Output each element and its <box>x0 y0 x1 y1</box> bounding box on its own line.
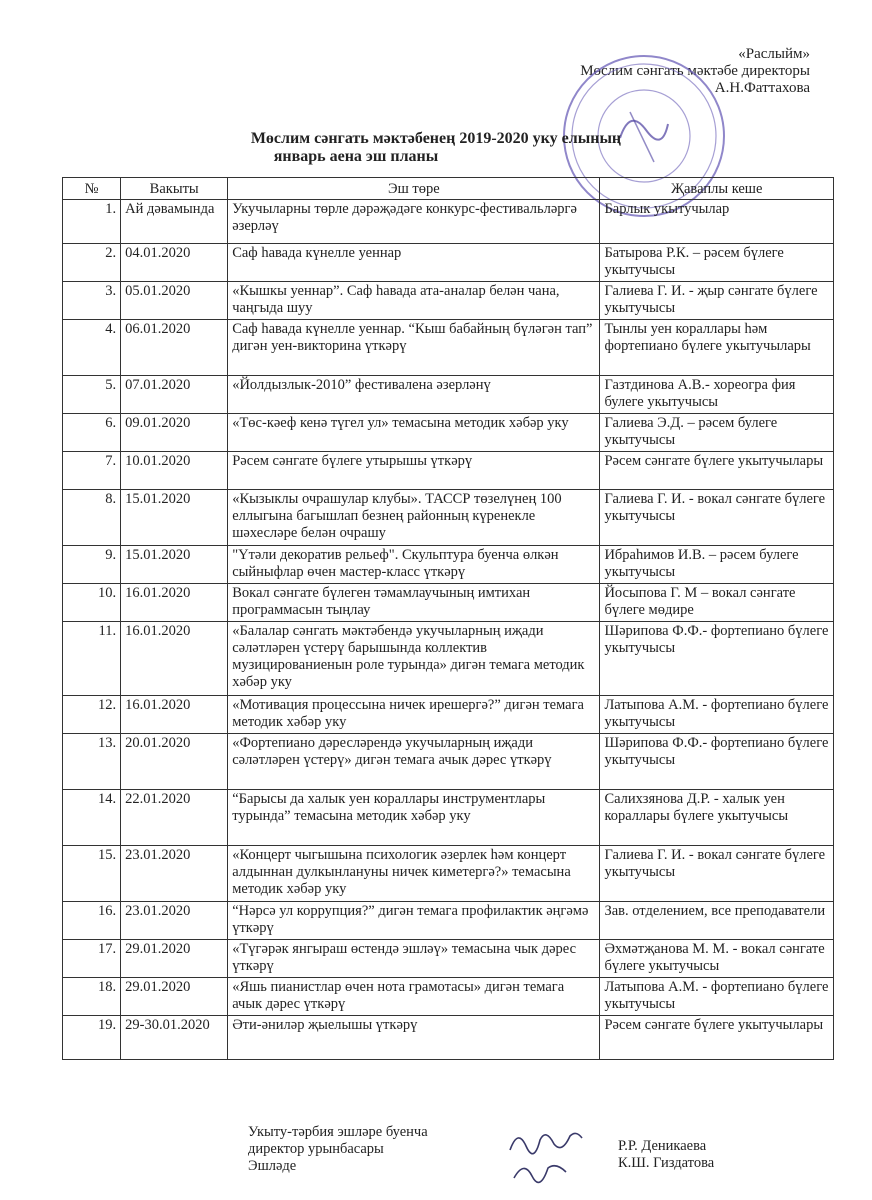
row-date: 05.01.2020 <box>121 282 228 320</box>
row-responsible: Батырова Р.К. – рәсем бүлеге укытучысы <box>600 244 834 282</box>
table-row <box>63 902 834 940</box>
row-work: Саф һавада күнелле уеннар. “Кыш бабайның бүләгән тап” дигән уен-викторина үткәрү <box>228 320 600 376</box>
row-work: «Балалар сәнгать мәктәбендә укучыларның иҗади сәләтләрен үстерү барышында коллектив музицированиенын роле турында» дигән темага методик хәбәр уку <box>228 622 600 696</box>
footer-left-line-3: Эшләде <box>248 1158 297 1174</box>
header-responsible: Җаваплы кеше <box>600 178 834 200</box>
row-responsible: Әхмәтҗанова М. М. - вокал сәнгате бүлеге укытучысы <box>600 940 834 978</box>
row-date: Ай дәвамында <box>121 200 228 244</box>
row-date: 04.01.2020 <box>121 244 228 282</box>
row-work: Әти-әниләр җыелышы үткәрү <box>228 1016 600 1060</box>
row-work: «Түгәрәк янгыраш өстендә эшләү» темасына чык дәрес үткәрү <box>228 940 600 978</box>
row-responsible: Латыпова А.М. - фортепиано бүлеге укытучысы <box>600 978 834 1016</box>
footer-right-line-2: К.Ш. Гиздатова <box>618 1155 715 1171</box>
row-number: 13. <box>63 734 121 790</box>
row-work: Рәсем сәнгате бүлеге утырышы үткәрү <box>228 452 600 490</box>
row-responsible: Галиева Г. И. - вокал сәнгате бүлеге укытучысы <box>600 846 834 902</box>
approval-line-1: «Раслыйм» <box>738 46 810 62</box>
row-number: 3. <box>63 282 121 320</box>
row-responsible: Галиева Э.Д. – рәсем булеге укытучысы <box>600 414 834 452</box>
row-responsible: Газтдинова А.В.- хореогра фия булеге укытучысы <box>600 376 834 414</box>
row-responsible: Тынлы уен кораллары һәм фортепиано бүлеге укытучылары <box>600 320 834 376</box>
row-responsible: Салихзянова Д.Р. - халык уен кораллары бүлеге укытучысы <box>600 790 834 846</box>
table-header-row <box>63 178 834 200</box>
row-date: 29.01.2020 <box>121 940 228 978</box>
table-row <box>63 414 834 452</box>
row-number: 5. <box>63 376 121 414</box>
row-responsible: Шәрипова Ф.Ф.- фортепиано бүлеге укытучысы <box>600 734 834 790</box>
table-row <box>63 376 834 414</box>
row-date: 29.01.2020 <box>121 978 228 1016</box>
row-work: «Йолдызлык-2010” фестивалена әзерләнү <box>228 376 600 414</box>
table-row <box>63 790 834 846</box>
row-work: Укучыларны төрле дәрәҗәдәге конкурс-фестивальләргә әзерләү <box>228 200 600 244</box>
row-date: 15.01.2020 <box>121 490 228 546</box>
row-work: «Кышкы уеннар”. Саф һавада ата-аналар белән чана, чаңгыда шуу <box>228 282 600 320</box>
table-row <box>63 584 834 622</box>
row-responsible: Рәсем сәнгате бүлеге укытучылары <box>600 1016 834 1060</box>
row-number: 2. <box>63 244 121 282</box>
row-work: «Концерт чыгышына психологик әзерлек һәм концерт алдыннан дулкынлануны ничек киметергә?» темасына методик хәбәр уку <box>228 846 600 902</box>
table-row <box>63 546 834 584</box>
title-line-1: Мөслим сәнгать мәктәбенең 2019-2020 уку елының <box>250 130 622 147</box>
row-number: 9. <box>63 546 121 584</box>
row-responsible: Шәрипова Ф.Ф.- фортепиано бүлеге укытучысы <box>600 622 834 696</box>
table-row <box>63 1016 834 1060</box>
table-row <box>63 244 834 282</box>
row-date: 23.01.2020 <box>121 902 228 940</box>
row-responsible: Галиева Г. И. - вокал сәнгате бүлеге укытучысы <box>600 490 834 546</box>
row-date: 20.01.2020 <box>121 734 228 790</box>
row-date: 07.01.2020 <box>121 376 228 414</box>
header-number: № <box>63 178 121 200</box>
footer-left-line-1: Укыту-тәрбия эшләре буенча <box>248 1124 428 1140</box>
row-number: 17. <box>63 940 121 978</box>
row-work: «Мотивация процессына ничек ирешергә?” дигән темага методик хәбәр уку <box>228 696 600 734</box>
table-row <box>63 452 834 490</box>
approval-line-2: Мөслим сәнгать мәктәбе директоры <box>580 63 810 79</box>
row-work: «Яшь пианистлар өчен нота грамотасы» дигән темага ачык дәрес үткәрү <box>228 978 600 1016</box>
row-date: 16.01.2020 <box>121 696 228 734</box>
table-row <box>63 734 834 790</box>
row-number: 10. <box>63 584 121 622</box>
row-number: 11. <box>63 622 121 696</box>
row-number: 16. <box>63 902 121 940</box>
footer-right-line-1: Р.Р. Деникаева <box>618 1138 707 1154</box>
row-work: «Фортепиано дәресләрендә укучыларның иҗади сәләтләрен үстерү» дигән темага ачык дәрес үткәрү <box>228 734 600 790</box>
row-responsible: Галиева Г. И. - җыр сәнгате бүлеге укытучысы <box>600 282 834 320</box>
table-row <box>63 490 834 546</box>
row-responsible: Латыпова А.М. - фортепиано бүлеге укытучысы <box>600 696 834 734</box>
row-number: 19. <box>63 1016 121 1060</box>
table-row <box>63 978 834 1016</box>
table-row <box>63 846 834 902</box>
row-work: Вокал сәнгате бүлеген тәмамлаучының имтихан программасын тыңлау <box>228 584 600 622</box>
footer-right <box>618 1138 714 1172</box>
row-number: 6. <box>63 414 121 452</box>
header-date: Вакыты <box>121 178 228 200</box>
row-number: 1. <box>63 200 121 244</box>
row-work: «Төс-кәеф кенә түгел ул» темасына методик хәбәр уку <box>228 414 600 452</box>
row-date: 06.01.2020 <box>121 320 228 376</box>
title-line-2: январь аена эш планы <box>273 148 439 165</box>
table-row <box>63 200 834 244</box>
row-number: 15. <box>63 846 121 902</box>
row-responsible: Рәсем сәнгате бүлеге укытучылары <box>600 452 834 490</box>
table-row <box>63 622 834 696</box>
row-date: 23.01.2020 <box>121 846 228 902</box>
row-work: Саф һавада күнелле уеннар <box>228 244 600 282</box>
row-date: 10.01.2020 <box>121 452 228 490</box>
table-row <box>63 282 834 320</box>
header-work: Эш төре <box>228 178 600 200</box>
row-date: 16.01.2020 <box>121 584 228 622</box>
row-responsible: Йосыпова Г. М – вокал сәнгате бүлеге мөдире <box>600 584 834 622</box>
footer-left <box>248 1124 428 1175</box>
row-number: 4. <box>63 320 121 376</box>
row-number: 7. <box>63 452 121 490</box>
row-date: 15.01.2020 <box>121 546 228 584</box>
row-work: "Үтәли декоратив рельеф". Скульптура буенча өлкән сыйныфлар өчен мастер-класс үткәрү <box>228 546 600 584</box>
signature-icon <box>500 1120 600 1190</box>
row-date: 29-30.01.2020 <box>121 1016 228 1060</box>
row-responsible: Ибраһимов И.В. – рәсем булеге укытучысы <box>600 546 834 584</box>
row-date: 09.01.2020 <box>121 414 228 452</box>
table-row <box>63 696 834 734</box>
row-number: 8. <box>63 490 121 546</box>
row-work: “Барысы да халык уен кораллары инструментлары турында” темасына методик хәбәр уку <box>228 790 600 846</box>
approval-line-3: А.Н.Фаттахова <box>714 80 810 96</box>
row-date: 16.01.2020 <box>121 622 228 696</box>
footer-left-line-2: директор урынбасары <box>248 1141 384 1157</box>
row-responsible: Барлык укытучылар <box>600 200 834 244</box>
row-number: 12. <box>63 696 121 734</box>
table-row <box>63 320 834 376</box>
row-number: 18. <box>63 978 121 1016</box>
row-work: “Нәрсә ул коррупция?” дигән темага профилактик әңгәмә үткәрү <box>228 902 600 940</box>
table-row <box>63 940 834 978</box>
row-responsible: Зав. отделением, все преподаватели <box>600 902 834 940</box>
row-date: 22.01.2020 <box>121 790 228 846</box>
row-number: 14. <box>63 790 121 846</box>
work-plan-table <box>62 177 834 1060</box>
row-work: «Кызыклы очрашулар клубы». ТАССР төзелүнең 100 еллыгына багышлап безнең районның күренекле шәхесләре белән очрашу <box>228 490 600 546</box>
